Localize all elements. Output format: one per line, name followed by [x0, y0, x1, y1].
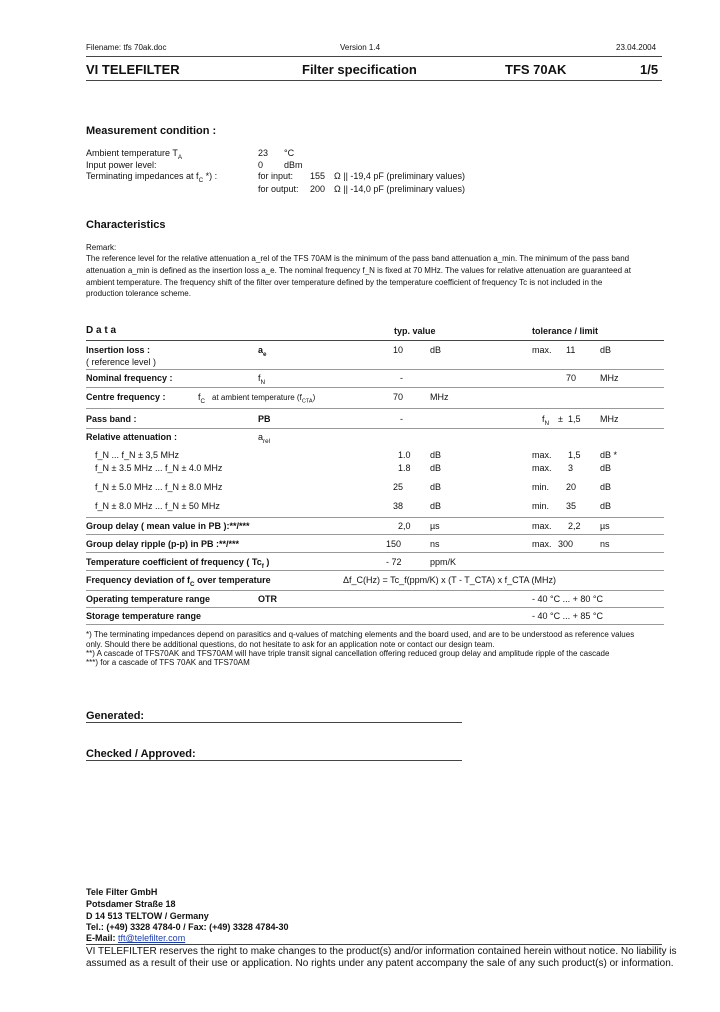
- centre-frequency-typ: 70: [393, 392, 404, 402]
- freq-deviation-formula: Δf_C(Hz) = Tc_f(ppm/K) x (T - T_CTA) x f_CTA (MHz): [343, 575, 556, 585]
- relatt-limit: 35: [566, 501, 577, 511]
- product-name: TFS 70AK: [505, 62, 567, 77]
- group-delay-ripple-unit: ns: [430, 539, 440, 549]
- pass-band-symbol: PB: [258, 414, 271, 424]
- centre-frequency-unit: MHz: [430, 392, 449, 402]
- note-1: *) The terminating impedances depend on parasitics and q-values of matching elements and the board used, and are to be understood as reference values: [86, 630, 635, 639]
- disclaimer-line-2: assumed as a result of their use or application. No rights under any patent accompany the sale of any such product(s) or information.: [86, 958, 674, 969]
- insertion-loss-symbol: $a_e$: [258, 345, 267, 358]
- relatt-limit: 20: [566, 482, 577, 492]
- relatt-limit: 3: [568, 463, 574, 473]
- group-delay-ripple-limit-unit: ns: [600, 539, 610, 549]
- insertion-loss-unit: dB: [430, 345, 442, 355]
- relatt-unit: dB: [430, 450, 442, 460]
- measurement-heading: Measurement condition :: [86, 125, 217, 137]
- temp-coefficient-unit: ppm/K: [430, 557, 457, 567]
- page-number: 1/5: [640, 62, 659, 77]
- temp-coefficient-typ: - 72: [386, 557, 402, 567]
- output-label: for output:: [258, 184, 299, 194]
- centre-frequency-label: Centre frequency :: [86, 392, 166, 402]
- group-delay-unit: µs: [430, 521, 440, 531]
- group-delay-typ: 2,0: [398, 521, 411, 531]
- power-label: Input power level:: [86, 160, 157, 170]
- col-tolerance: tolerance / limit: [532, 326, 599, 336]
- approved-label: Checked / Approved:: [86, 748, 196, 760]
- relatt-kind: min.: [532, 482, 550, 492]
- relatt-limit-unit: dB: [600, 463, 612, 473]
- email-link[interactable]: tft@telefilter.com: [118, 933, 186, 943]
- nominal-frequency-label: Nominal frequency :: [86, 373, 173, 383]
- group-delay-limit-unit: µs: [600, 521, 610, 531]
- footer-city: D 14 513 TELTOW / Germany: [86, 911, 209, 921]
- doc-date: 23.04.2004: [616, 43, 657, 52]
- storage-temp-label: Storage temperature range: [86, 611, 202, 621]
- storage-temp-range: - 40 °C ... + 85 °C: [532, 611, 603, 621]
- relatt-typ: 25: [393, 482, 404, 492]
- footer-street: Potsdamer Straße 18: [86, 899, 176, 909]
- version: Version 1.4: [340, 43, 381, 52]
- group-delay-ripple-label: Group delay ripple (p-p) in PB :**/***: [86, 539, 240, 549]
- centre-frequency-symbol: $f_C$: [198, 392, 206, 405]
- group-delay-ripple-kind: max.: [532, 539, 552, 549]
- characteristics-heading: Characteristics: [86, 219, 166, 231]
- col-data: D a t a: [86, 325, 117, 336]
- relatt-typ: 1.0: [398, 450, 411, 460]
- power-value: 0: [258, 160, 264, 170]
- footer-email: E-Mail: tft@telefilter.com: [86, 933, 186, 943]
- operating-temp-symbol: OTR: [258, 594, 277, 604]
- insertion-loss-kind: max.: [532, 345, 552, 355]
- group-delay-kind: max.: [532, 521, 552, 531]
- insertion-loss-limit: 11: [566, 345, 576, 355]
- relatt-unit: dB: [430, 501, 442, 511]
- output-value: 200: [310, 184, 326, 194]
- remark-label: Remark:: [86, 243, 117, 252]
- relatt-unit: dB: [430, 482, 442, 492]
- relatt-limit-unit: dB: [600, 482, 612, 492]
- note-2: **) A cascade of TFS70AK and TFS70AM will have triple transit signal cancellation offering reduced group delay and amplitude ripple of the cascade: [86, 649, 610, 658]
- disclaimer-line-1: VI TELEFILTER reserves the right to make changes to the product(s) and/or information contained herein without notice. No liability is: [86, 946, 677, 957]
- insertion-loss-limit-unit: dB: [600, 345, 612, 355]
- relatt-typ: 1.8: [398, 463, 411, 473]
- input-label: for input:: [258, 171, 294, 181]
- ambient-unit: °C: [284, 148, 295, 158]
- note-3: ***) for a cascade of TFS 70AK and TFS70AM: [86, 658, 250, 667]
- group-delay-limit: 2,2: [568, 521, 581, 531]
- pass-band-fn: $f_N$: [542, 414, 550, 427]
- relatt-limit: 1,5: [568, 450, 581, 460]
- relatt-unit: dB: [430, 463, 442, 473]
- freq-deviation-label: Frequency deviation of $f_C$ over temperature: [86, 575, 271, 588]
- insertion-loss-typ: 10: [393, 345, 404, 355]
- nominal-frequency-limit-unit: MHz: [600, 373, 619, 383]
- filename: Filename: tfs 70ak.doc: [86, 43, 167, 52]
- doc-type: Filter specification: [302, 62, 417, 77]
- remark-line: production tolerance scheme.: [86, 289, 191, 298]
- insertion-loss-label: Insertion loss :: [86, 345, 151, 355]
- remark-line: attenuation a_min is defined as the insertion loss a_e. The nominal frequency f_N is fixed at 70 MHz. The values for relative attenuation are guaranteed at: [86, 266, 631, 275]
- nominal-frequency-typ: -: [400, 373, 403, 383]
- remark-line: The reference level for the relative attenuation a_rel of the TFS 70AM is the minimum of the pass band attenuation a_min. The minimum of the pass band: [86, 254, 630, 263]
- insertion-loss-sub: ( reference level ): [86, 357, 157, 367]
- output-desc: Ω || -14,0 pF (preliminary values): [334, 184, 465, 194]
- relative-attenuation-symbol: $a_{rel}$: [258, 432, 271, 445]
- col-typ-value: typ. value: [394, 326, 436, 336]
- power-unit: dBm: [284, 160, 303, 170]
- pass-band-typ: -: [400, 414, 403, 424]
- operating-temp-label: Operating temperature range: [86, 594, 211, 604]
- relatt-kind: min.: [532, 501, 550, 511]
- pass-band-limit: 1,5: [568, 414, 581, 424]
- company-name: VI TELEFILTER: [86, 62, 180, 77]
- relatt-kind: max.: [532, 463, 552, 473]
- nominal-frequency-symbol: $f_N$: [258, 373, 266, 386]
- group-delay-label: Group delay ( mean value in PB ):**/***: [86, 521, 250, 531]
- generated-label: Generated:: [86, 710, 145, 722]
- ambient-value: 23: [258, 148, 269, 158]
- input-value: 155: [310, 171, 326, 181]
- relatt-limit-unit: dB: [600, 501, 612, 511]
- group-delay-ripple-typ: 150: [386, 539, 402, 549]
- centre-frequency-condition: at ambient temperature $(f_{CTA})$: [212, 393, 316, 405]
- relatt-kind: max.: [532, 450, 552, 460]
- relatt-limit-unit: dB *: [600, 450, 618, 460]
- temp-coefficient-label: Temperature coefficient of frequency ( $Tc_f$ ): [86, 557, 270, 570]
- input-desc: Ω || -19,4 pF (preliminary values): [334, 171, 465, 181]
- footer-phone: Tel.: (+49) 3328 4784-0 / Fax: (+49) 3328 4784-30: [86, 922, 289, 932]
- operating-temp-range: - 40 °C ... + 80 °C: [532, 594, 603, 604]
- relatt-typ: 38: [393, 501, 404, 511]
- pass-band-label: Pass band :: [86, 414, 137, 424]
- term-label: Terminating impedances at $f_C$ *) :: [86, 171, 218, 184]
- pass-band-limit-unit: MHz: [600, 414, 619, 424]
- footer-company: Tele Filter GmbH: [86, 887, 158, 897]
- remark-line: ambient temperature. The frequency shift of the filter over temperature defined by the temperature coefficient of frequency Tc is not included in the: [86, 278, 603, 287]
- relatt-range: f_N ± 5.0 MHz ... f_N ± 8.0 MHz: [95, 482, 223, 492]
- nominal-frequency-limit: 70: [566, 373, 577, 383]
- relatt-range: f_N ... f_N ± 3,5 MHz: [95, 450, 179, 460]
- relatt-range: f_N ± 8.0 MHz ... f_N ± 50 MHz: [95, 501, 220, 511]
- note-1-cont: only. Should there be additional questions, do not hesitate to ask for an application note or contact our design team.: [86, 640, 495, 649]
- relatt-range: f_N ± 3.5 MHz ... f_N ± 4.0 MHz: [95, 463, 223, 473]
- relative-attenuation-label: Relative attenuation :: [86, 432, 178, 442]
- pass-band-pm: ±: [558, 414, 563, 424]
- ambient-label: Ambient temperature $T_A$: [86, 148, 183, 161]
- group-delay-ripple-limit: 300: [558, 539, 574, 549]
